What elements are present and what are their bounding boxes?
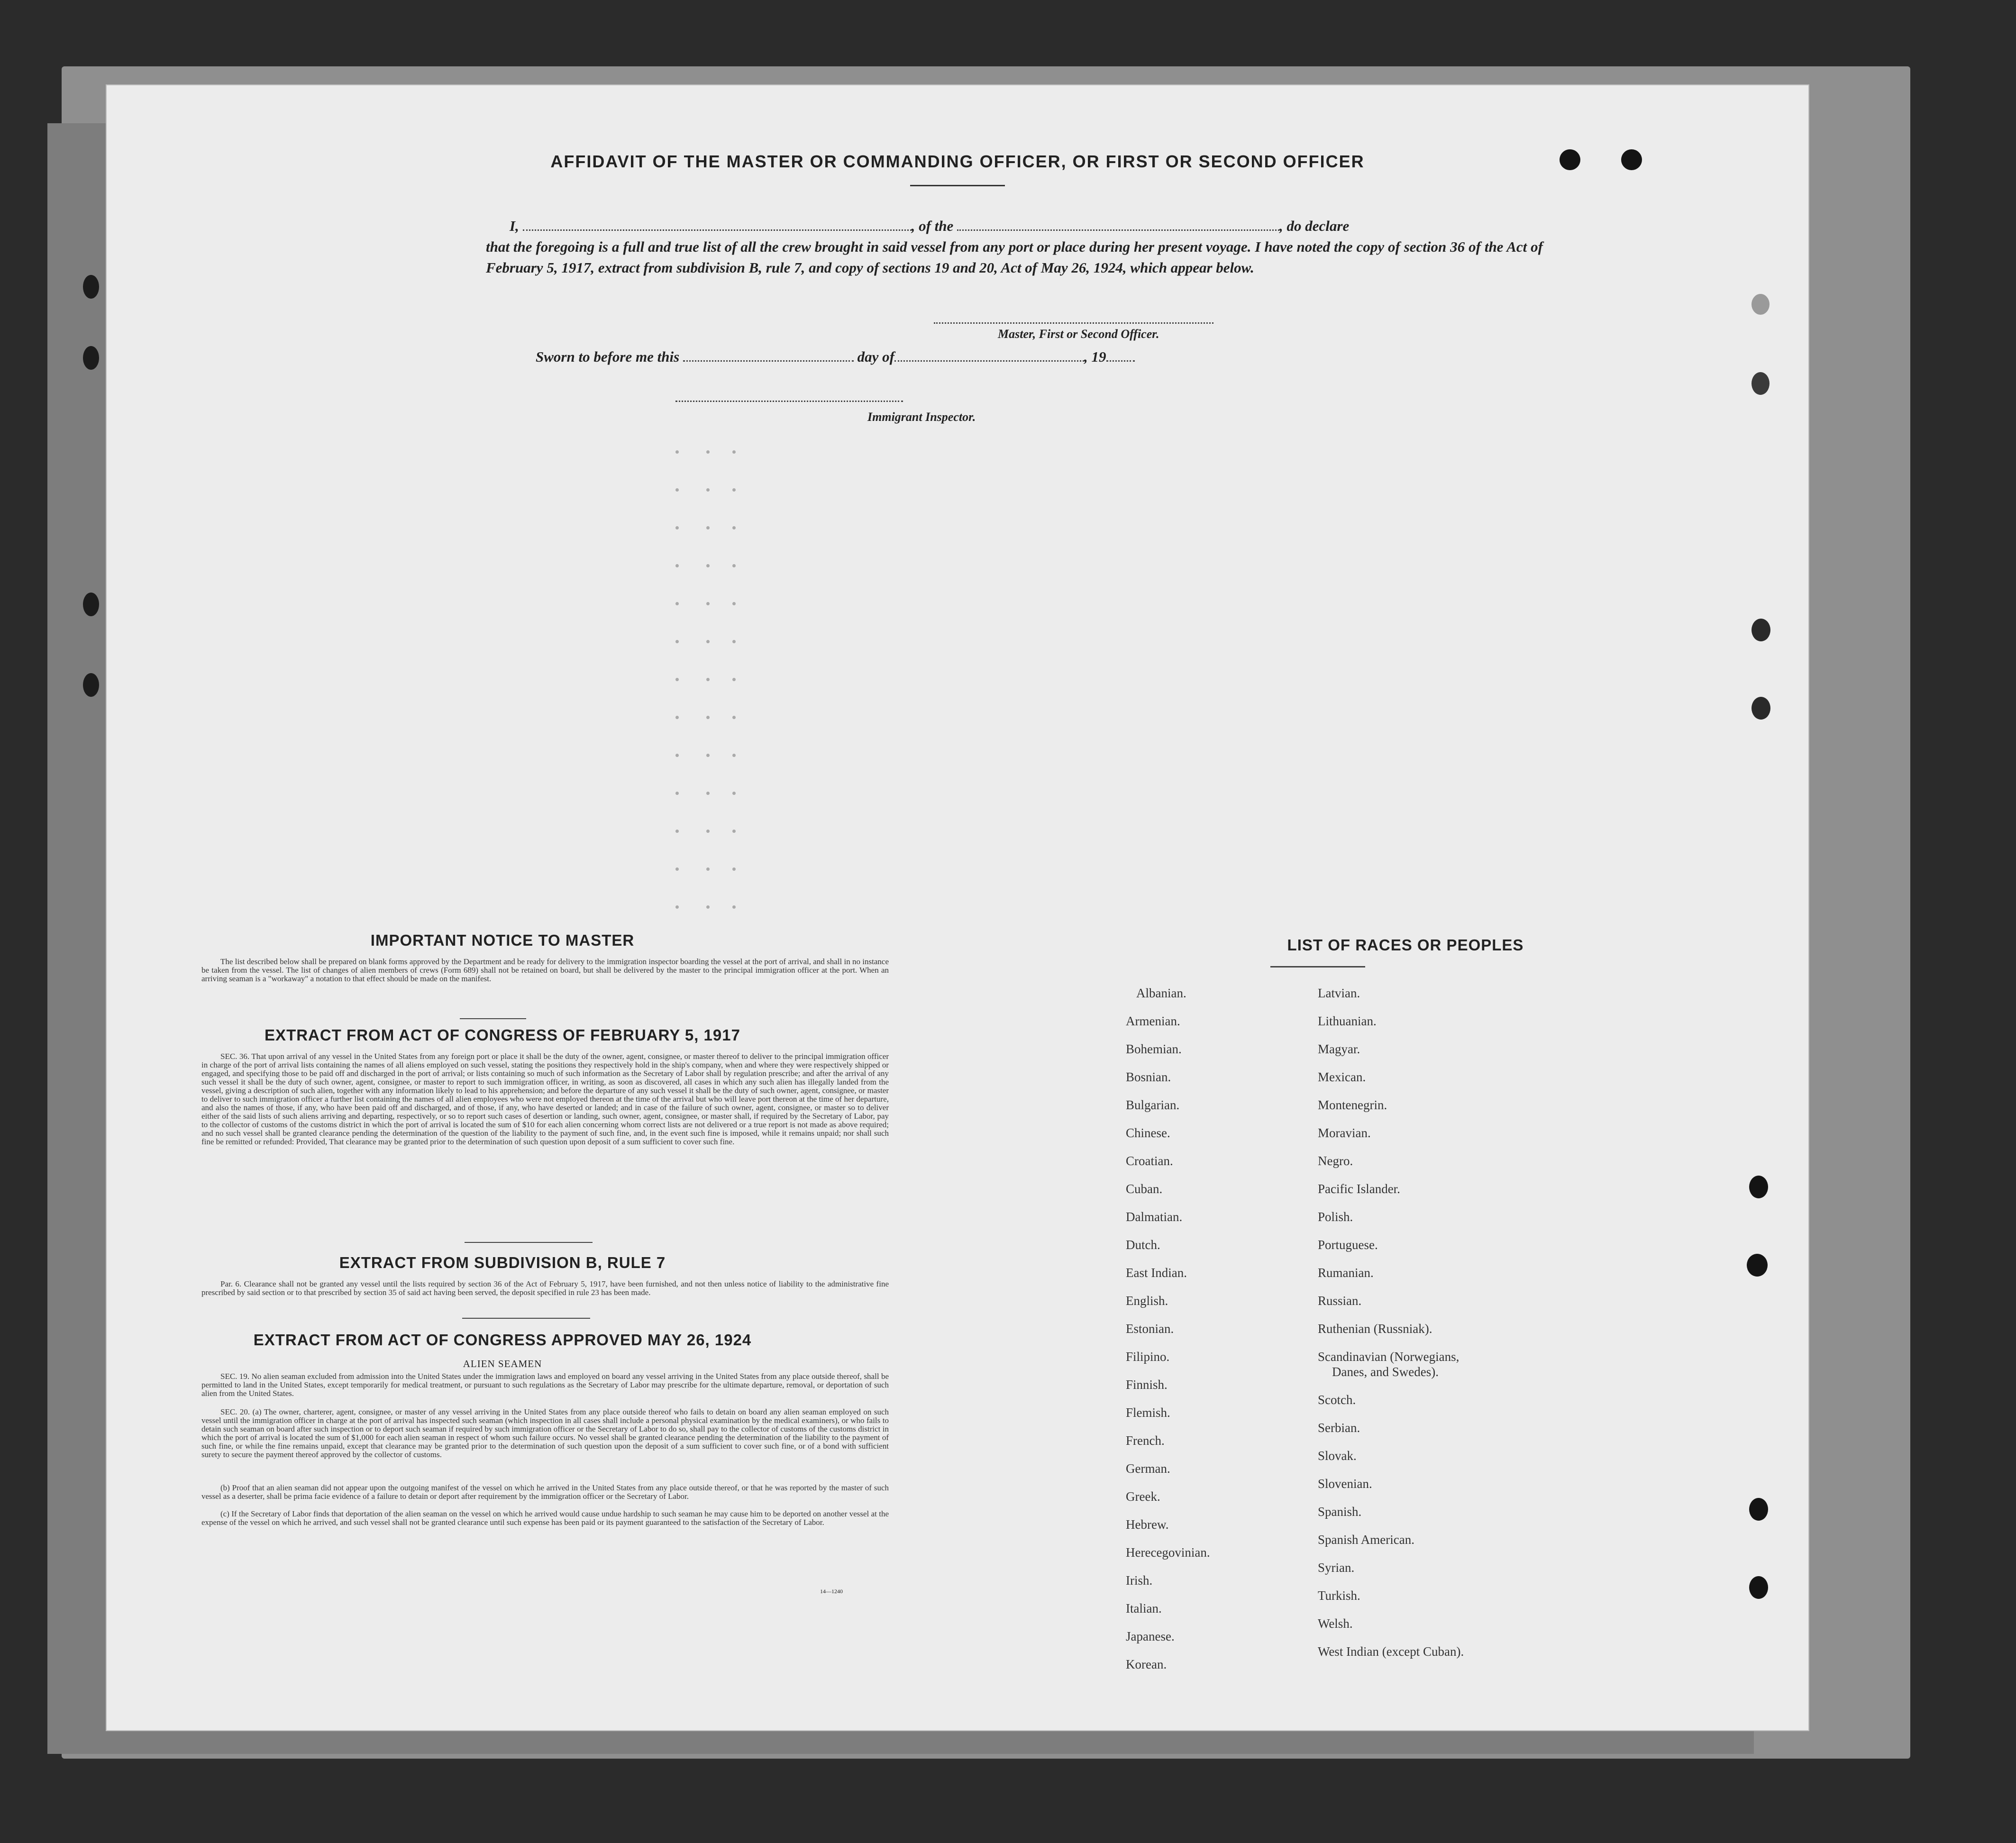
race-item: Moravian. (1318, 1126, 1371, 1140)
race-item: Negro. (1318, 1154, 1353, 1168)
race-item: Hebrew. (1126, 1517, 1169, 1532)
notice-heading: IMPORTANT NOTICE TO MASTER (370, 931, 635, 949)
race-item: Albanian. (1136, 986, 1186, 1000)
binder-hole (1747, 1254, 1768, 1277)
race-item: Dalmatian. (1126, 1210, 1183, 1224)
race-item: Filipino. (1126, 1350, 1170, 1364)
race-item: Japanese. (1126, 1629, 1175, 1643)
affidavit-of-the: , of the (911, 218, 954, 234)
race-item: Herecegovinian. (1126, 1545, 1210, 1560)
affidavit-body (486, 216, 1543, 278)
race-item: Bohemian. (1126, 1042, 1182, 1056)
race-item: Korean. (1126, 1657, 1167, 1671)
vessel-blank[interactable] (957, 229, 1279, 231)
race-item: Greek. (1126, 1489, 1160, 1504)
affidavit-statement: that the foregoing is a full and true list of all the crew brought in said vessel from any port or place during her present voyage. I have noted the copy of section 36 of the Act of February 5, 1917, extract from subdivision B, rule 7, and copy of sections 19 and 20, Act of May 26, 1924, which appear below. (486, 238, 1543, 276)
binder-hole (83, 275, 99, 299)
master-signature-caption: Master, First or Second Officer. (998, 327, 1159, 341)
race-item: Scandinavian (Norwegians, (1318, 1350, 1460, 1364)
binder-hole (83, 593, 99, 616)
race-item: Turkish. (1318, 1588, 1360, 1603)
subdivision-b-heading: EXTRACT FROM SUBDIVISION B, RULE 7 (339, 1254, 666, 1271)
inspector-signature-line[interactable] (675, 401, 903, 402)
subdivision-b-text: Par. 6. Clearance shall not be granted any vessel until the lists required by section 36 of the Act of February 5, 1917, have been furnished, and not then unless notice of liability to the administrative fine prescribed by said section or to that prescribed by section 35 of said act having been served, the deposit specified in rule 23 has been made. (201, 1279, 889, 1297)
race-item: Croatian. (1126, 1154, 1173, 1168)
sworn-day-of: day of (857, 348, 894, 365)
race-item: Mexican. (1318, 1070, 1366, 1084)
race-item: Latvian. (1318, 986, 1360, 1000)
race-item: Chinese. (1126, 1126, 1170, 1140)
extract-1917-text: SEC. 36. That upon arrival of any vessel in the United States from any foreign port or place it shall be the duty of the owner, agent, consignee, or master thereof to deliver to the principal immigration officer in charge of the port of arrival lists containing the names of all aliens employed on such vessel, stating the positions they respectively hold in the ship's company, when and where they were respectively shipped or engaged, and specifying those to be paid off and discharged in the port of arrival; or lists containing so much of such information as the Secretary of Labor shall by regulation prescribe; and after the arrival of any such vessel it shall be the duty of such owner, agent, consignee, or master to report to such immigration officer, in writing, as soon as discovered, all cases in which any such alien has illegally landed from the vessel, giving a description of such alien, together with any information likely to lead to his apprehension; and before the departure of any such vessel it shall be the duty of such owner, agent, consignee, or master to deliver to such immigration officer a further list containing the names of all alien employees who were not employed thereon at the time of the arrival but who will leave port thereon at the time of her departure, and also the names of those, if any, who have been paid off and discharged, and of those, if any, who have deserted or landed; and in case of the failure of such owner, agent, consignee, or master so to deliver either of the said lists of such aliens arriving and departing, respectively, or so to report such cases of desertion or landing, such owner, agent, consignee, or master shall, if required by the Secretary of Labor, pay to the collector of customs of the customs district in which the port of arrival is located the sum of $10 for each alien concerning whom correct lists are not delivered or a true report is not made as above required; and no such vessel shall be granted clearance pending the determination of the question of the liability to the payment of such fine, and, in the event such fine is imposed, while it remains unpaid; nor shall such fine be remitted or refunded: Provided, That clearance may be granted prior to the determination of such question upon deposit of a sum sufficient to cover such fine. (201, 1052, 889, 1146)
race-item: Slovak. (1318, 1449, 1357, 1463)
name-blank[interactable] (523, 229, 912, 231)
form-number: 14—1240 (820, 1588, 843, 1595)
race-item: German. (1126, 1461, 1170, 1476)
affidavit-declaration-line (486, 216, 1543, 237)
binder-hole (1751, 619, 1770, 641)
affidavit-title: AFFIDAVIT OF THE MASTER OR COMMANDING OFFICER, OR FIRST OR SECOND OFFICER (550, 152, 1365, 171)
race-item: Slovenian. (1318, 1477, 1372, 1491)
race-item: Pacific Islander. (1318, 1182, 1400, 1196)
race-item: Bulgarian. (1126, 1098, 1180, 1112)
extract-1917-heading: EXTRACT FROM ACT OF CONGRESS OF FEBRUARY 5, 1917 (265, 1026, 740, 1044)
race-item: English. (1126, 1294, 1168, 1308)
race-item: Flemish. (1126, 1405, 1170, 1420)
sworn-day-blank[interactable] (683, 360, 854, 362)
race-item: Estonian. (1126, 1322, 1174, 1336)
race-item: Italian. (1126, 1601, 1162, 1615)
race-item: Scotch. (1318, 1393, 1356, 1407)
race-item: Portuguese. (1318, 1238, 1378, 1252)
binder-hole (1749, 1576, 1768, 1599)
race-item: Armenian. (1126, 1014, 1180, 1028)
master-signature-line[interactable] (934, 322, 1213, 325)
race-item: Finnish. (1126, 1378, 1168, 1392)
races-right-column (1318, 986, 1555, 1744)
inspector-caption: Immigrant Inspector. (867, 410, 976, 424)
race-item: Dutch. (1126, 1238, 1160, 1252)
binder-hole (83, 673, 99, 697)
race-item: Rumanian. (1318, 1266, 1374, 1280)
races-underline (1270, 966, 1365, 967)
title-underline (910, 185, 1005, 186)
race-item: Spanish American. (1318, 1533, 1414, 1547)
section-divider (460, 1018, 526, 1019)
binder-hole (1749, 1498, 1768, 1521)
races-heading: LIST OF RACES OR PEOPLES (1287, 936, 1524, 954)
extract-1924-heading: EXTRACT FROM ACT OF CONGRESS APPROVED MAY 26, 1924 (253, 1331, 752, 1349)
race-item: Lithuanian. (1318, 1014, 1377, 1028)
race-item: Welsh. (1318, 1616, 1353, 1631)
binder-hole (1749, 1176, 1768, 1198)
section-divider (465, 1242, 593, 1243)
binder-hole (1751, 294, 1770, 315)
race-item: Danes, and Swedes). (1332, 1365, 1439, 1379)
race-item: Syrian. (1318, 1560, 1355, 1575)
sworn-year: , 19 (1084, 348, 1106, 365)
race-item: East Indian. (1126, 1266, 1187, 1280)
race-item: French. (1126, 1433, 1165, 1448)
race-item: West Indian (except Cuban). (1318, 1644, 1464, 1659)
notice-text: The list described below shall be prepared on blank forms approved by the Department and be ready for delivery to the immigration inspector boarding the vessel at the port of arrival, and shall in no instance be taken from the vessel. The list of changes of alien members of crews (Form 689) shall not be retained on board, but shall be delivered by the master to the principal immigration officer at the port. When an arriving seaman is a "workaway" a notation to that effect should be made on the manifest. (201, 957, 889, 983)
affidavit-i: I, (510, 218, 519, 234)
race-item: Russian. (1318, 1294, 1362, 1308)
sworn-statement (536, 348, 1135, 365)
document-page (107, 85, 1808, 1730)
sec-20b-text: (b) Proof that an alien seaman did not appear upon the outgoing manifest of the vessel on which he arrived in the United States from any place outside thereof, or that he was reported by the master of such vessel as a deserter, shall be prima facie evidence of a failure to detain or deport after requirement by the immigration officer or the Secretary of Labor. (201, 1483, 889, 1501)
binder-hole (1751, 697, 1770, 720)
sec-20a-text: SEC. 20. (a) The owner, charterer, agent, consignee, or master of any vessel arriving in the United States from any place outside thereof who fails to detain on board any alien seaman employed on such vessel until the immigration officer in charge at the port of arrival has inspected such seaman (which inspection in all cases shall include a personal physical examination by the medical examiners), or who fails to detain such seaman on board after such inspection or to deport such seaman if required by such immigration officer or the Secretary of Labor to do so, shall pay to the collector of customs of the customs district in which the port of arrival is located the sum of $1,000 for each alien seaman in respect of whom such failure occurs. No vessel shall be granted clearance pending the determination of the liability to the payment of such fine, or while the fine remains unpaid, except that clearance may be granted prior to the determination of such question upon the deposit of a sum sufficient to cover such fine, or of a bond with sufficient surety to secure the payment thereof approved by the collector of customs. (201, 1407, 889, 1459)
binder-hole (83, 346, 99, 370)
races-left-column (1126, 986, 1339, 1744)
section-divider (462, 1318, 590, 1319)
sec-20c-text: (c) If the Secretary of Labor finds that deportation of the alien seaman on the vessel on which he arrived would cause undue hardship to such seaman he may cause him to be deported on another vessel at the expense of the vessel on which he arrived, and such vessel shall not be granted clearance until such expense has been paid or its payment guaranteed to the satisfaction of the Secretary of Labor. (201, 1509, 889, 1527)
alien-seamen-subheading: ALIEN SEAMEN (463, 1358, 542, 1369)
sworn-month-blank[interactable] (894, 360, 1084, 362)
race-item: Magyar. (1318, 1042, 1360, 1056)
sworn-prefix: Sworn to before me this (536, 348, 680, 365)
race-item: Montenegrin. (1318, 1098, 1387, 1112)
race-item: Spanish. (1318, 1505, 1362, 1519)
race-item: Polish. (1318, 1210, 1353, 1224)
race-item: Cuban. (1126, 1182, 1163, 1196)
binder-hole (1751, 372, 1770, 395)
race-item: Serbian. (1318, 1421, 1360, 1435)
race-item: Ruthenian (Russniak). (1318, 1322, 1432, 1336)
sworn-year-blank[interactable] (1106, 360, 1135, 362)
race-item: Bosnian. (1126, 1070, 1171, 1084)
sec-19-text: SEC. 19. No alien seaman excluded from admission into the United States under the immigration laws and employed on board any vessel arriving in the United States from any place outside thereof, shall be permitted to land in the United States, except temporarily for medical treatment, or pursuant to such regulations as the Secretary of Labor may prescribe for the ultimate departure, removal, or deportation of such alien from the United States. (201, 1372, 889, 1398)
affidavit-do-declare: , do declare (1279, 218, 1350, 234)
race-item: Irish. (1126, 1573, 1153, 1588)
